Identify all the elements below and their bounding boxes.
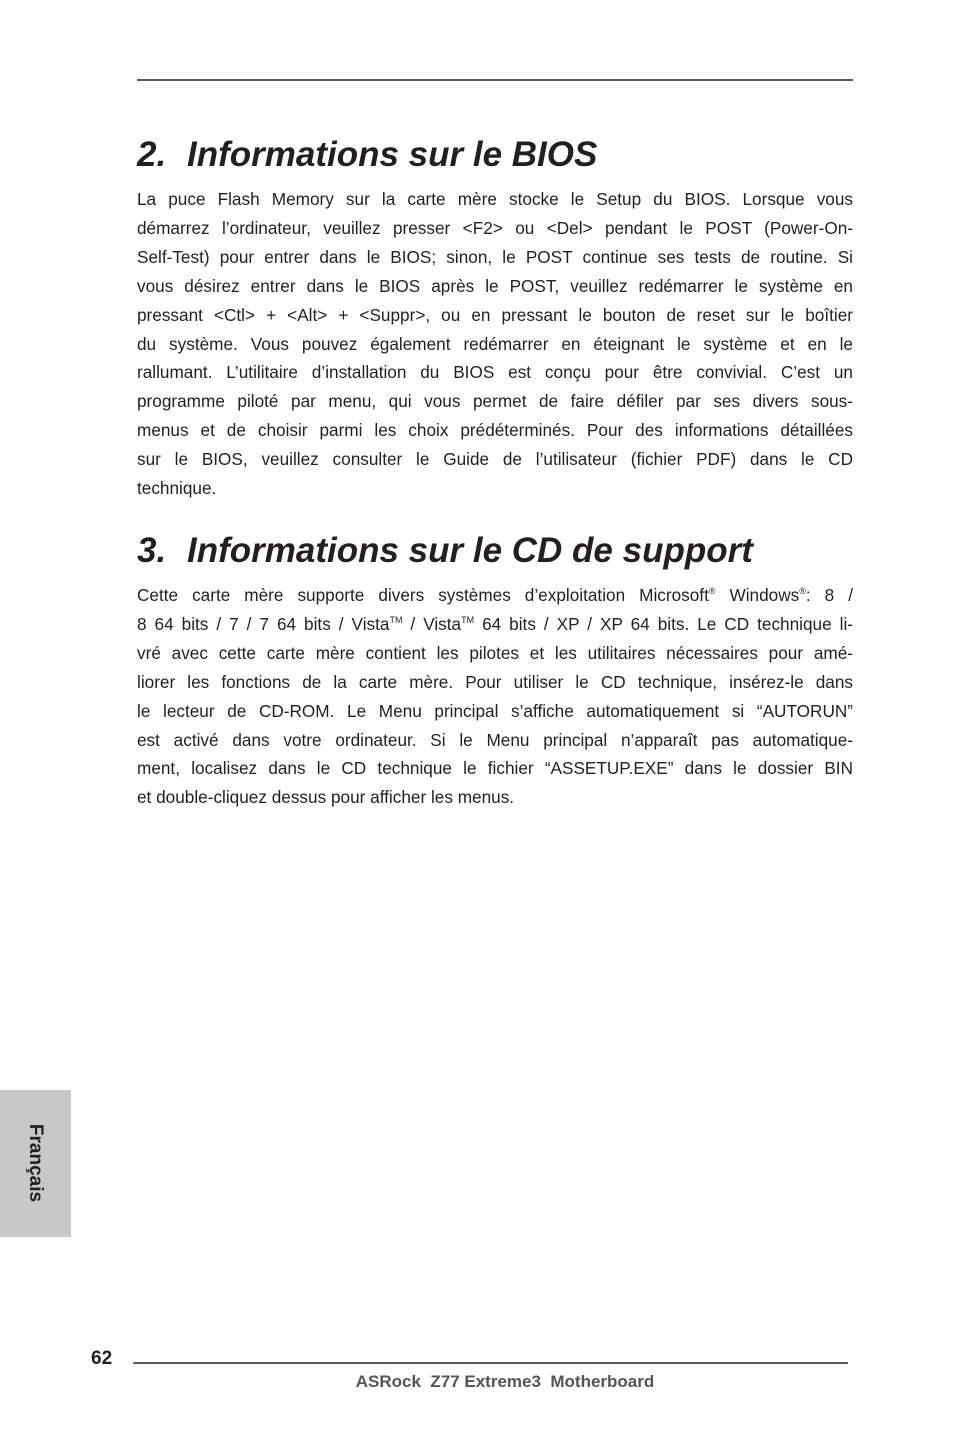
text-line (137, 581, 853, 610)
section-2-heading (137, 135, 597, 175)
text-line: sur le BIOS, veuillez consulter le Guide de l’utilisateur (fichier PDF) dans le CD (137, 449, 853, 470)
top-rule (137, 79, 853, 81)
text-line: du système. Vous pouvez également redémarrer en éteignant le système et en le (137, 333, 853, 354)
text-line: rallumant. L’utilitaire d’installation du BIOS est conçu pour être convivial. C’est un (137, 362, 853, 383)
text-line: pressant <Ctl> + <Alt> + <Suppr>, ou en pressant le bouton de reset sur le boîtier (137, 304, 853, 325)
text-line: Self-Test) pour entrer dans le BIOS; sinon, le POST continue ses tests de routine. Si (137, 246, 853, 267)
trademark-mark: TM (389, 614, 403, 625)
text-run: / Vista (402, 613, 462, 634)
registered-mark: ® (708, 586, 716, 596)
text-line: et double-cliquez dessus pour afficher les menus. (137, 787, 515, 808)
text-line: liorer les fonctions de la carte mère. Pour utiliser le CD technique, insérez-le dans (137, 671, 853, 692)
text-line: programme piloté par menu, qui vous permet de faire défiler par ses divers sous- (137, 391, 853, 412)
text-run: 64 bits / XP / XP 64 bits. Le CD technique li- (474, 613, 853, 634)
text-line: le lecteur de CD-ROM. Le Menu principal s’affiche automatiquement si “AUTORUN” (137, 700, 853, 721)
text-run: Cette carte mère supporte divers systèmes d’exploitation Microsoft (137, 585, 709, 605)
text-line: technique. (137, 478, 217, 499)
section-2-number: 2. (137, 135, 167, 174)
text-line: vous désirez entrer dans le BIOS après le POST, veuillez redémarrer le système en (137, 275, 853, 296)
text-line: vré avec cette carte mère contient les pilotes et les utilitaires nécessaires pour amé- (137, 642, 853, 663)
text-line: menus et de choisir parmi les choix prédéterminés. Pour des informations détaillées (137, 420, 853, 441)
cd-paragraph (137, 581, 853, 812)
trademark-mark: TM (461, 614, 475, 625)
section-3-title: Informations sur le CD de support (187, 531, 753, 570)
registered-mark: ® (799, 586, 806, 596)
text-line: ment, localisez dans le CD technique le fichier “ASSETUP.EXE” dans le dossier BIN (137, 758, 853, 779)
text-run: 8 64 bits / 7 / 7 64 bits / Vista (137, 613, 390, 634)
bottom-rule (133, 1362, 848, 1364)
section-2-title: Informations sur le BIOS (187, 135, 598, 174)
text-line: La puce Flash Memory sur la carte mère stocke le Setup du BIOS. Lorsque vous (137, 189, 853, 209)
language-label: Français (25, 1123, 46, 1203)
text-run: Windows (715, 585, 800, 605)
section-3-number: 3. (137, 531, 167, 570)
text-line (137, 610, 853, 639)
section-3-heading (137, 531, 753, 571)
footer-title: ASRock Z77 Extreme3 Motherboard (355, 1372, 655, 1391)
text-line: est activé dans votre ordinateur. Si le Menu principal n’apparaît pas automatique- (137, 729, 853, 750)
text-run: : 8 / (805, 585, 853, 605)
page-number: 62 (91, 1348, 113, 1369)
text-line: démarrez l’ordinateur, veuillez presser <F2> ou <Del> pendant le POST (Power-On- (137, 217, 853, 238)
bios-paragraph (137, 185, 853, 503)
language-side-tab (0, 1090, 71, 1237)
